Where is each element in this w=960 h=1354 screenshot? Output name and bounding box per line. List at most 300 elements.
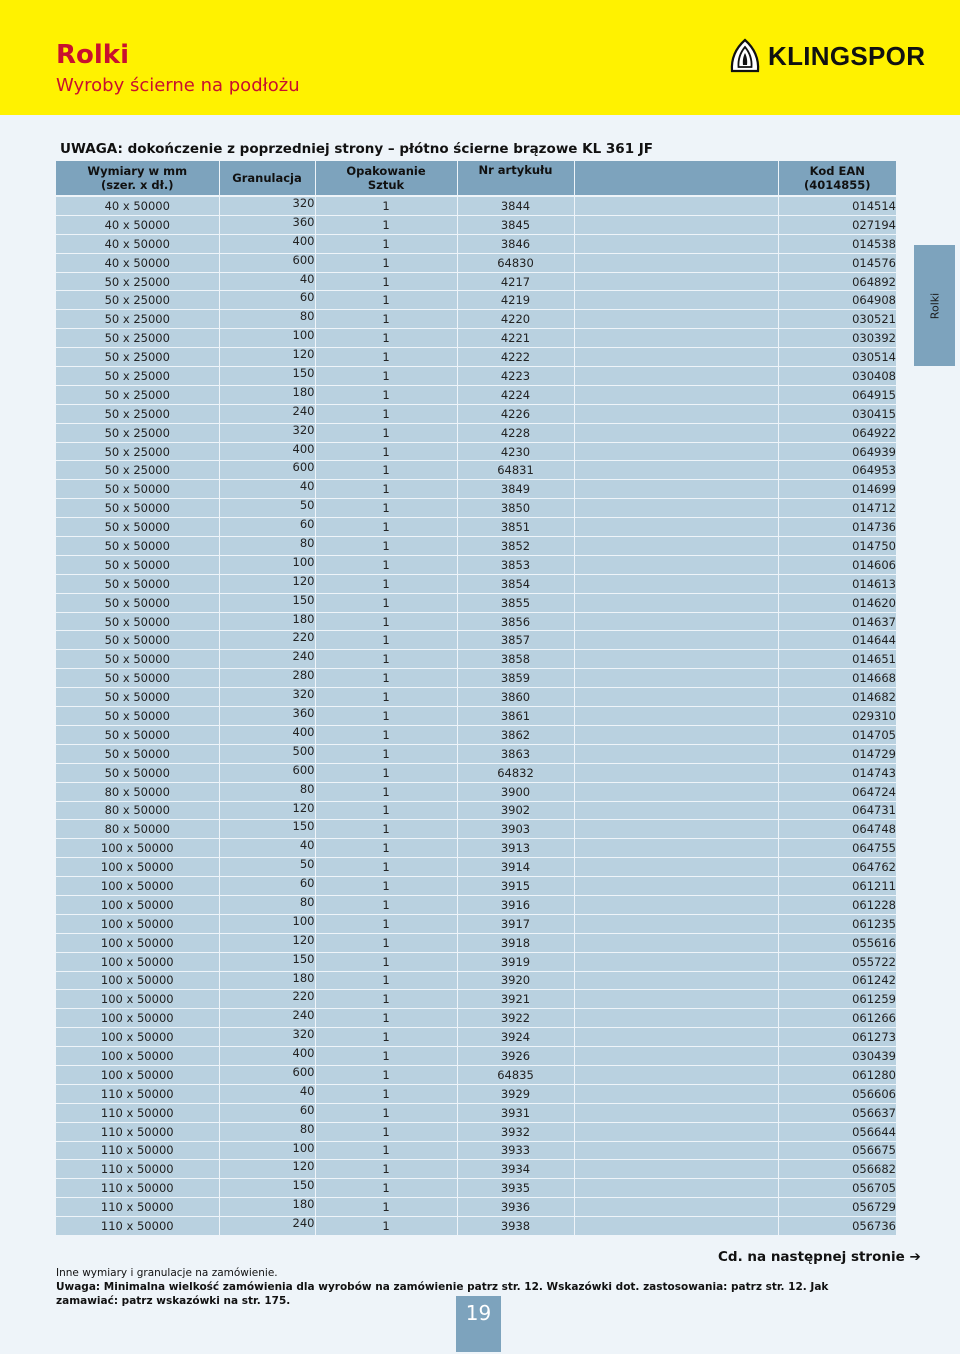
cell-empty — [574, 858, 778, 877]
cell-ean: 014576 — [778, 253, 896, 272]
cell-dimensions: 80 x 50000 — [56, 782, 219, 801]
cell-empty — [574, 1084, 778, 1103]
cell-dimensions: 50 x 25000 — [56, 310, 219, 329]
cell-packaging: 1 — [315, 593, 457, 612]
cell-packaging: 1 — [315, 763, 457, 782]
table-row — [56, 1009, 896, 1028]
cell-article-number: 3921 — [457, 990, 574, 1009]
cell-packaging: 1 — [315, 744, 457, 763]
cell-ean: 030408 — [778, 367, 896, 386]
cell-dimensions: 50 x 50000 — [56, 555, 219, 574]
cell-article-number: 3859 — [457, 669, 574, 688]
cell-empty — [574, 404, 778, 423]
cell-dimensions: 100 x 50000 — [56, 914, 219, 933]
cell-packaging: 1 — [315, 234, 457, 253]
table-row — [56, 555, 896, 574]
cell-granulation: 180 — [219, 1198, 315, 1217]
cell-granulation: 150 — [219, 952, 315, 971]
cell-packaging: 1 — [315, 895, 457, 914]
cell-granulation: 600 — [219, 763, 315, 782]
table-row — [56, 612, 896, 631]
cell-dimensions: 100 x 50000 — [56, 839, 219, 858]
cell-dimensions: 50 x 25000 — [56, 348, 219, 367]
cell-dimensions: 100 x 50000 — [56, 933, 219, 952]
cell-ean: 014514 — [778, 196, 896, 215]
cell-granulation: 150 — [219, 593, 315, 612]
cell-packaging: 1 — [315, 801, 457, 820]
table-row — [56, 877, 896, 896]
cell-empty — [574, 310, 778, 329]
table-row — [56, 839, 896, 858]
cell-article-number: 3860 — [457, 688, 574, 707]
cell-granulation: 400 — [219, 234, 315, 253]
cell-dimensions: 50 x 50000 — [56, 725, 219, 744]
cell-granulation: 240 — [219, 1217, 315, 1236]
header-packaging-line1: Opakowanie — [346, 164, 426, 178]
table-row — [56, 725, 896, 744]
cell-granulation: 220 — [219, 631, 315, 650]
cell-packaging: 1 — [315, 1047, 457, 1066]
table-row — [56, 1065, 896, 1084]
cell-granulation: 50 — [219, 499, 315, 518]
cell-packaging: 1 — [315, 1065, 457, 1084]
cell-article-number: 3903 — [457, 820, 574, 839]
cell-packaging: 1 — [315, 291, 457, 310]
cell-article-number: 3915 — [457, 877, 574, 896]
table-row — [56, 537, 896, 556]
table-row — [56, 1179, 896, 1198]
cell-empty — [574, 1217, 778, 1236]
cell-article-number: 3861 — [457, 707, 574, 726]
table-row — [56, 423, 896, 442]
cell-ean: 064939 — [778, 442, 896, 461]
cell-granulation: 180 — [219, 385, 315, 404]
cell-dimensions: 110 x 50000 — [56, 1217, 219, 1236]
table-row — [56, 1198, 896, 1217]
cell-ean: 064953 — [778, 461, 896, 480]
cell-granulation: 40 — [219, 272, 315, 291]
cell-empty — [574, 895, 778, 914]
cell-granulation: 220 — [219, 990, 315, 1009]
cell-ean: 014651 — [778, 650, 896, 669]
cell-ean: 064724 — [778, 782, 896, 801]
cell-ean: 056637 — [778, 1103, 896, 1122]
cell-packaging: 1 — [315, 839, 457, 858]
cell-dimensions: 100 x 50000 — [56, 952, 219, 971]
cell-article-number: 3853 — [457, 555, 574, 574]
cell-dimensions: 80 x 50000 — [56, 820, 219, 839]
table-row — [56, 385, 896, 404]
cell-packaging: 1 — [315, 631, 457, 650]
cell-granulation: 150 — [219, 367, 315, 386]
cell-granulation: 120 — [219, 801, 315, 820]
cell-granulation: 80 — [219, 310, 315, 329]
cell-empty — [574, 612, 778, 631]
cell-empty — [574, 763, 778, 782]
cell-dimensions: 50 x 50000 — [56, 612, 219, 631]
table-header-row — [56, 161, 896, 196]
cell-article-number: 3846 — [457, 234, 574, 253]
cell-empty — [574, 215, 778, 234]
table-row — [56, 404, 896, 423]
cell-ean: 064731 — [778, 801, 896, 820]
table-row — [56, 518, 896, 537]
cell-packaging: 1 — [315, 669, 457, 688]
cell-ean: 030415 — [778, 404, 896, 423]
table-row — [56, 1103, 896, 1122]
table-row — [56, 593, 896, 612]
side-tab — [914, 245, 955, 366]
cell-granulation: 180 — [219, 612, 315, 631]
cell-ean: 061211 — [778, 877, 896, 896]
cell-article-number: 3852 — [457, 537, 574, 556]
cell-ean: 014606 — [778, 555, 896, 574]
cell-ean: 061266 — [778, 1009, 896, 1028]
cell-article-number: 3931 — [457, 1103, 574, 1122]
cell-granulation: 600 — [219, 461, 315, 480]
table-row — [56, 329, 896, 348]
table-row — [56, 952, 896, 971]
cell-granulation: 80 — [219, 895, 315, 914]
cell-article-number: 3845 — [457, 215, 574, 234]
cell-dimensions: 40 x 50000 — [56, 196, 219, 215]
cell-dimensions: 100 x 50000 — [56, 877, 219, 896]
cell-article-number: 3922 — [457, 1009, 574, 1028]
table-row — [56, 1141, 896, 1160]
cell-granulation: 100 — [219, 329, 315, 348]
cell-dimensions: 50 x 25000 — [56, 442, 219, 461]
cell-empty — [574, 234, 778, 253]
cell-ean: 061228 — [778, 895, 896, 914]
table-row — [56, 1047, 896, 1066]
cell-granulation: 320 — [219, 688, 315, 707]
table-row — [56, 291, 896, 310]
cell-ean: 014644 — [778, 631, 896, 650]
cell-dimensions: 100 x 50000 — [56, 1065, 219, 1084]
cell-packaging: 1 — [315, 215, 457, 234]
cell-granulation: 360 — [219, 215, 315, 234]
cell-article-number: 4228 — [457, 423, 574, 442]
cell-packaging: 1 — [315, 329, 457, 348]
header-dimensions-line1: Wymiary w mm — [87, 164, 188, 178]
cell-ean: 056705 — [778, 1179, 896, 1198]
cell-empty — [574, 688, 778, 707]
footnote-minimum-order: Uwaga: Minimalna wielkość zamówienia dla wyrobów na zamówienie patrz str. 12. Wskazówki dot. zastosowania: patrz str. 12. Jak zamawiać: patrz wskazówki na str. 175. — [56, 1281, 829, 1307]
cell-ean: 014682 — [778, 688, 896, 707]
cell-empty — [574, 650, 778, 669]
cell-article-number: 4226 — [457, 404, 574, 423]
cell-dimensions: 50 x 25000 — [56, 367, 219, 386]
table-row — [56, 990, 896, 1009]
cell-dimensions: 50 x 50000 — [56, 499, 219, 518]
cell-empty — [574, 782, 778, 801]
cell-ean: 056736 — [778, 1217, 896, 1236]
cell-article-number: 4222 — [457, 348, 574, 367]
cell-packaging: 1 — [315, 820, 457, 839]
cell-empty — [574, 1160, 778, 1179]
cell-packaging: 1 — [315, 725, 457, 744]
table-row — [56, 669, 896, 688]
header-granulation: Granulacja — [219, 161, 315, 196]
table-row — [56, 858, 896, 877]
cell-article-number: 3924 — [457, 1028, 574, 1047]
cell-packaging: 1 — [315, 404, 457, 423]
cell-granulation: 150 — [219, 1179, 315, 1198]
cell-dimensions: 50 x 25000 — [56, 272, 219, 291]
cell-ean: 014729 — [778, 744, 896, 763]
cell-dimensions: 50 x 50000 — [56, 650, 219, 669]
cell-empty — [574, 801, 778, 820]
cell-dimensions: 100 x 50000 — [56, 1047, 219, 1066]
table-row — [56, 631, 896, 650]
cell-ean: 056606 — [778, 1084, 896, 1103]
cell-ean: 056675 — [778, 1141, 896, 1160]
table-row — [56, 801, 896, 820]
cell-ean: 030439 — [778, 1047, 896, 1066]
cell-article-number: 3844 — [457, 196, 574, 215]
cell-empty — [574, 518, 778, 537]
cell-ean: 014538 — [778, 234, 896, 253]
cell-empty — [574, 839, 778, 858]
cell-dimensions: 50 x 50000 — [56, 631, 219, 650]
cell-ean: 030514 — [778, 348, 896, 367]
cell-empty — [574, 1179, 778, 1198]
cell-article-number: 3900 — [457, 782, 574, 801]
cell-granulation: 80 — [219, 537, 315, 556]
cell-empty — [574, 348, 778, 367]
cell-packaging: 1 — [315, 480, 457, 499]
cell-ean: 014712 — [778, 499, 896, 518]
footnote-other-sizes: Inne wymiary i granulacje na zamówienie. — [56, 1267, 278, 1279]
cell-article-number: 4217 — [457, 272, 574, 291]
product-table — [56, 161, 896, 1236]
cell-dimensions: 100 x 50000 — [56, 895, 219, 914]
cell-empty — [574, 253, 778, 272]
cell-empty — [574, 291, 778, 310]
cell-empty — [574, 537, 778, 556]
cell-ean: 064915 — [778, 385, 896, 404]
cell-packaging: 1 — [315, 914, 457, 933]
cell-empty — [574, 1065, 778, 1084]
cell-ean: 061280 — [778, 1065, 896, 1084]
klingspor-logo-icon — [728, 38, 762, 74]
cell-article-number: 4221 — [457, 329, 574, 348]
cell-article-number: 4224 — [457, 385, 574, 404]
cell-ean: 014620 — [778, 593, 896, 612]
cell-ean: 061273 — [778, 1028, 896, 1047]
header-ean — [778, 161, 896, 196]
cell-empty — [574, 990, 778, 1009]
header-ean-line2: (4014855) — [803, 178, 871, 192]
cell-article-number: 4223 — [457, 367, 574, 386]
cell-dimensions: 110 x 50000 — [56, 1198, 219, 1217]
cell-granulation: 100 — [219, 914, 315, 933]
cell-article-number: 4220 — [457, 310, 574, 329]
cell-article-number: 3856 — [457, 612, 574, 631]
cell-empty — [574, 196, 778, 215]
page-header — [0, 0, 960, 115]
cell-article-number: 3926 — [457, 1047, 574, 1066]
cell-granulation: 40 — [219, 480, 315, 499]
table-row — [56, 971, 896, 990]
cell-article-number: 64830 — [457, 253, 574, 272]
header-empty — [574, 161, 778, 196]
cell-granulation: 40 — [219, 1084, 315, 1103]
cell-packaging: 1 — [315, 461, 457, 480]
cell-granulation: 60 — [219, 291, 315, 310]
cell-empty — [574, 1028, 778, 1047]
cell-granulation: 600 — [219, 253, 315, 272]
cell-packaging: 1 — [315, 858, 457, 877]
cell-dimensions: 50 x 50000 — [56, 688, 219, 707]
cell-dimensions: 40 x 50000 — [56, 253, 219, 272]
cell-article-number: 4230 — [457, 442, 574, 461]
cell-empty — [574, 1047, 778, 1066]
cell-dimensions: 110 x 50000 — [56, 1122, 219, 1141]
cell-packaging: 1 — [315, 310, 457, 329]
cell-article-number: 3916 — [457, 895, 574, 914]
cell-article-number: 64832 — [457, 763, 574, 782]
table-row — [56, 782, 896, 801]
brand-logo — [728, 38, 925, 74]
cell-article-number: 3902 — [457, 801, 574, 820]
cell-dimensions: 80 x 50000 — [56, 801, 219, 820]
cell-dimensions: 50 x 50000 — [56, 669, 219, 688]
cell-packaging: 1 — [315, 555, 457, 574]
cell-packaging: 1 — [315, 385, 457, 404]
table-row — [56, 253, 896, 272]
cell-empty — [574, 461, 778, 480]
cell-article-number: 3934 — [457, 1160, 574, 1179]
cell-packaging: 1 — [315, 688, 457, 707]
cell-dimensions: 50 x 25000 — [56, 291, 219, 310]
table-row — [56, 688, 896, 707]
cell-ean: 014750 — [778, 537, 896, 556]
cell-ean: 030521 — [778, 310, 896, 329]
cell-article-number: 3917 — [457, 914, 574, 933]
cell-dimensions: 40 x 50000 — [56, 215, 219, 234]
cell-granulation: 240 — [219, 650, 315, 669]
table-row — [56, 574, 896, 593]
table-row — [56, 914, 896, 933]
cell-empty — [574, 744, 778, 763]
cell-granulation: 600 — [219, 1065, 315, 1084]
cell-dimensions: 50 x 50000 — [56, 480, 219, 499]
cell-empty — [574, 480, 778, 499]
cell-ean: 056682 — [778, 1160, 896, 1179]
cell-packaging: 1 — [315, 423, 457, 442]
cell-dimensions: 100 x 50000 — [56, 1009, 219, 1028]
cell-packaging: 1 — [315, 1160, 457, 1179]
cell-empty — [574, 914, 778, 933]
cell-article-number: 3919 — [457, 952, 574, 971]
header-ean-line1: Kod EAN — [809, 164, 865, 178]
cell-article-number: 3850 — [457, 499, 574, 518]
cell-ean: 061259 — [778, 990, 896, 1009]
table-row — [56, 763, 896, 782]
cell-ean: 027194 — [778, 215, 896, 234]
cell-ean: 064748 — [778, 820, 896, 839]
cell-article-number: 3851 — [457, 518, 574, 537]
cell-article-number: 4219 — [457, 291, 574, 310]
cell-ean: 056644 — [778, 1122, 896, 1141]
cell-empty — [574, 1009, 778, 1028]
cell-ean: 064762 — [778, 858, 896, 877]
cell-granulation: 240 — [219, 1009, 315, 1028]
cell-ean: 014699 — [778, 480, 896, 499]
cell-granulation: 120 — [219, 933, 315, 952]
header-article-number: Nr artykułu — [457, 161, 574, 196]
page-number: 19 — [456, 1296, 501, 1352]
cell-dimensions: 100 x 50000 — [56, 971, 219, 990]
cell-empty — [574, 820, 778, 839]
cell-article-number: 3914 — [457, 858, 574, 877]
cell-ean: 061242 — [778, 971, 896, 990]
cell-empty — [574, 367, 778, 386]
cell-empty — [574, 877, 778, 896]
cell-packaging: 1 — [315, 1084, 457, 1103]
cell-ean: 014736 — [778, 518, 896, 537]
cell-granulation: 40 — [219, 839, 315, 858]
cell-dimensions: 50 x 50000 — [56, 707, 219, 726]
cell-dimensions: 110 x 50000 — [56, 1160, 219, 1179]
cell-packaging: 1 — [315, 1217, 457, 1236]
cell-article-number: 64831 — [457, 461, 574, 480]
cell-empty — [574, 1103, 778, 1122]
cell-packaging: 1 — [315, 612, 457, 631]
cell-granulation: 280 — [219, 669, 315, 688]
table-row — [56, 1160, 896, 1179]
side-tab-label: Rolki — [928, 292, 941, 319]
cell-packaging: 1 — [315, 367, 457, 386]
table-row — [56, 215, 896, 234]
cell-dimensions: 100 x 50000 — [56, 1028, 219, 1047]
cell-empty — [574, 329, 778, 348]
cell-packaging: 1 — [315, 272, 457, 291]
cell-dimensions: 100 x 50000 — [56, 990, 219, 1009]
cell-empty — [574, 423, 778, 442]
cell-ean: 064892 — [778, 272, 896, 291]
cell-packaging: 1 — [315, 650, 457, 669]
continuation-notice: UWAGA: dokończenie z poprzedniej strony – płótno ścierne brązowe KL 361 JF — [60, 141, 654, 157]
cell-dimensions: 50 x 50000 — [56, 593, 219, 612]
cell-granulation: 320 — [219, 1028, 315, 1047]
cell-article-number: 64835 — [457, 1065, 574, 1084]
cell-granulation: 360 — [219, 707, 315, 726]
cell-empty — [574, 952, 778, 971]
cell-packaging: 1 — [315, 499, 457, 518]
cell-dimensions: 100 x 50000 — [56, 858, 219, 877]
cell-packaging: 1 — [315, 707, 457, 726]
table-row — [56, 196, 896, 215]
cell-packaging: 1 — [315, 1028, 457, 1047]
cell-article-number: 3936 — [457, 1198, 574, 1217]
cell-ean: 014743 — [778, 763, 896, 782]
cell-ean: 064755 — [778, 839, 896, 858]
cell-dimensions: 50 x 25000 — [56, 404, 219, 423]
table-row — [56, 442, 896, 461]
cell-empty — [574, 1141, 778, 1160]
table-row — [56, 744, 896, 763]
cell-granulation: 320 — [219, 423, 315, 442]
cell-article-number: 3935 — [457, 1179, 574, 1198]
cell-packaging: 1 — [315, 253, 457, 272]
cell-packaging: 1 — [315, 1103, 457, 1122]
cell-dimensions: 50 x 25000 — [56, 423, 219, 442]
header-packaging-line2: Sztuk — [367, 178, 405, 192]
table-row — [56, 348, 896, 367]
cell-ean: 029310 — [778, 707, 896, 726]
